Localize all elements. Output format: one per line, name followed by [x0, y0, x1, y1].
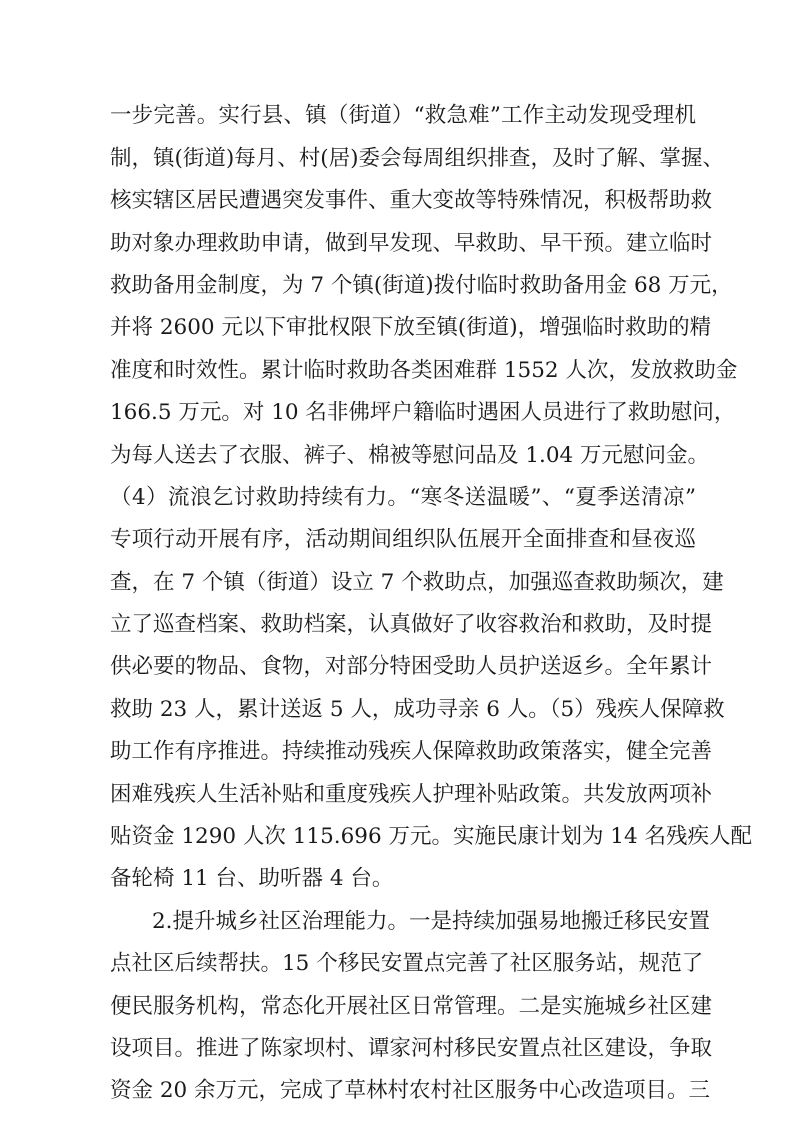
- text-line: （4）流浪乞讨救助持续有力。“寒冬送温暖”、“夏季送清凉”: [110, 485, 696, 510]
- text-line: 点社区后续帮扶。15 个移民安置点完善了社区服务站，规范了: [110, 951, 704, 976]
- text-line: 为每人送去了衣服、裤子、棉被等慰问品及 1.04 万元慰问金。: [110, 443, 710, 468]
- text-line: 贴资金 1290 人次 115.696 万元。实施民康计划为 14 名残疾人配: [110, 824, 752, 849]
- text-line: 准度和时效性。累计临时救助各类困难群 1552 人次，发放救助金: [110, 358, 738, 383]
- text-line: 专项行动开展有序，活动期间组织队伍展开全面排查和昼夜巡: [110, 527, 696, 552]
- text-line: 困难残疾人生活补贴和重度残疾人护理补贴政策。共发放两项补: [110, 782, 713, 807]
- text-line: 备轮椅 11 台、助听器 4 台。: [110, 866, 394, 891]
- text-line: 救助备用金制度，为 7 个镇(街道)拨付临时救助备用金 68 万元，: [110, 273, 733, 298]
- text-line: 核实辖区居民遭遇突发事件、重大变故等特殊情况，积极帮助救: [110, 188, 713, 213]
- text-line: 助工作有序推进。持续推动残疾人保障救助政策落实，健全完善: [110, 739, 713, 764]
- text-line: 查，在 7 个镇（街道）设立 7 个救助点，加强巡查救助频次，建: [110, 570, 724, 595]
- text-line: 设项目。推进了陈家坝村、谭家河村移民安置点社区建设，争取: [110, 1036, 713, 1061]
- text-line: 资金 20 余万元，完成了草林村农村社区服务中心改造项目。三: [110, 1078, 711, 1103]
- text-line: 便民服务机构，常态化开展社区日常管理。二是实施城乡社区建: [110, 994, 713, 1019]
- text-line: 并将 2600 元以下审批权限下放至镇(街道)，增强临时救助的精: [110, 315, 712, 340]
- text-line: 供必要的物品、食物，对部分特困受助人员护送返乡。全年累计: [110, 654, 713, 679]
- text-line: 一步完善。实行县、镇（街道）“救急难”工作主动发现受理机: [110, 103, 696, 128]
- text-line: 助对象办理救助申请，做到早发现、早救助、早干预。建立临时: [110, 231, 713, 256]
- text-line: 制，镇(街道)每月、村(居)委会每周组织排查，及时了解、掌握、: [110, 146, 725, 171]
- text-line: 166.5 万元。对 10 名非佛坪户籍临时遇困人员进行了救助慰问，: [110, 400, 736, 425]
- text-line: 救助 23 人，累计送返 5 人，成功寻亲 6 人。（5）残疾人保障救: [110, 697, 725, 722]
- paragraph-first-line: 2.提升城乡社区治理能力。一是持续加强易地搬迁移民安置: [152, 909, 711, 934]
- text-line: 立了巡查档案、救助档案，认真做好了收容救治和救助，及时提: [110, 612, 713, 637]
